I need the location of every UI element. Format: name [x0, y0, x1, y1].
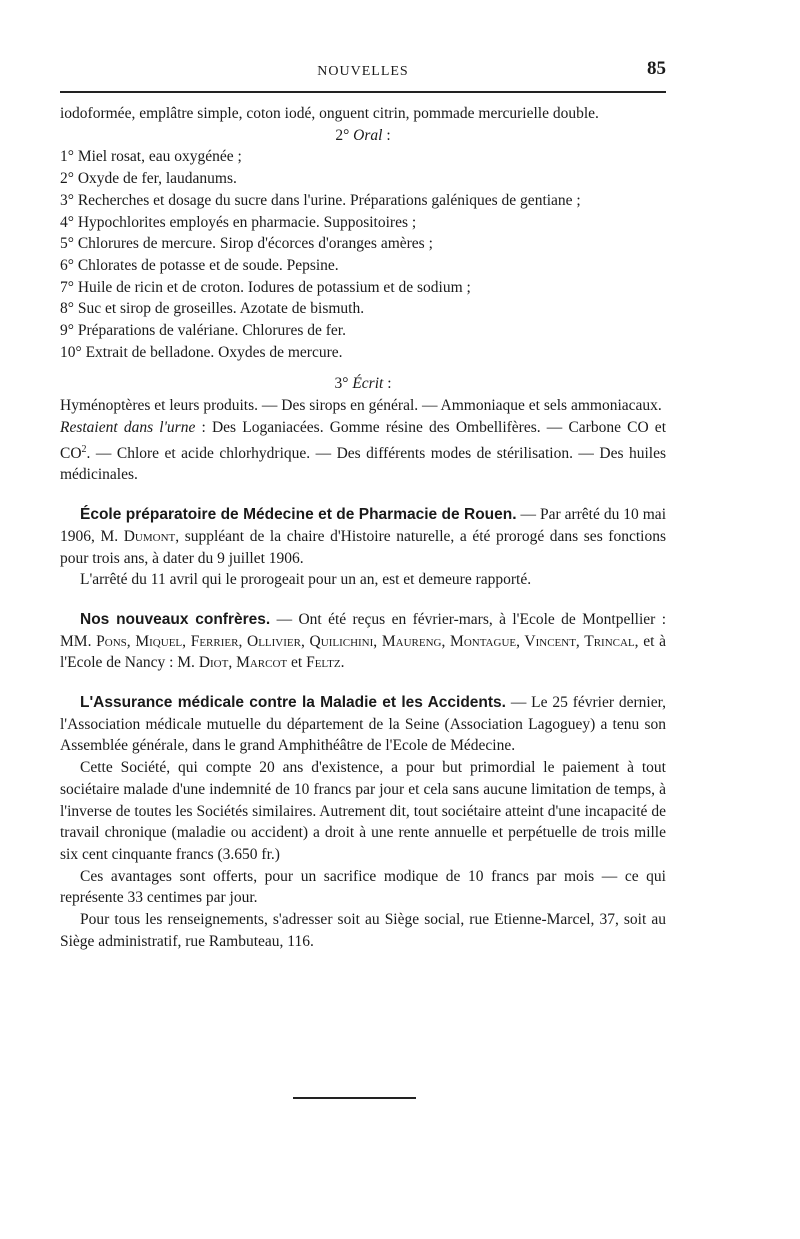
- rouen-name: Dumont: [123, 527, 176, 545]
- confreres-text: — Ont été reçus en février-mars, à l'Ecole de Montpellier : MM.: [60, 610, 666, 650]
- running-head: NOUVELLES: [317, 64, 409, 79]
- restaient-paragraph: [60, 417, 666, 486]
- ecrit-paragraph: Hyménoptères et leurs produits. — Des sirops en général. — Ammoniaque et sels ammoniacaux.: [60, 397, 662, 415]
- confreres-text-3: et: [287, 654, 307, 672]
- ecrit-heading-number: 3°: [334, 375, 349, 393]
- oral-item: 8° Suc et sirop de groseilles. Azotate de bismuth.: [60, 300, 365, 318]
- rouen-text-end: , suppléant de la chaire d'Histoire naturelle, a été prorogé dans ses fonctions pour trois ans, à dater du 9 juillet 1906.: [60, 527, 666, 567]
- rouen-title: École préparatoire de Médecine et de Pharmacie de Rouen.: [80, 506, 517, 524]
- oral-item: 9° Préparations de valériane. Chlorures de fer.: [60, 322, 346, 340]
- ecrit-heading-colon: :: [387, 375, 392, 393]
- page-header: [60, 58, 666, 86]
- oral-item: 3° Recherches et dosage du sucre dans l'urine. Préparations galéniques de gentiane ;: [60, 191, 581, 209]
- journal-page: [60, 0, 666, 1239]
- continuation-paragraph: iodoformée, emplâtre simple, coton iodé, onguent citrin, pommade mercurielle double.: [60, 105, 599, 122]
- restaient-superscript: 2: [81, 443, 87, 455]
- oral-item: 7° Huile de ricin et de croton. Iodures de potassium et de sodium ;: [60, 278, 471, 296]
- rouen-text: — Par arrêté du 10 mai 1906, M.: [60, 506, 666, 545]
- page-body: [60, 103, 666, 952]
- oral-heading-number: 2°: [335, 126, 350, 144]
- confreres-name-last: Feltz: [306, 654, 341, 672]
- oral-heading: [60, 125, 666, 147]
- rouen-paragraph-2: L'arrêté du 11 avril qui le prorogeait pour un an, est et demeure rapporté.: [80, 571, 532, 589]
- ecrit-heading: [60, 373, 666, 395]
- oral-heading-label: Oral: [353, 126, 383, 144]
- oral-item: 5° Chlorures de mercure. Sirop d'écorces d'oranges amères ;: [60, 235, 433, 253]
- header-rule: [60, 91, 666, 93]
- oral-item: 2° Oxyde de fer, laudanums.: [60, 170, 237, 188]
- ecrit-heading-label: Écrit: [352, 375, 384, 393]
- end-rule: [293, 1097, 416, 1099]
- confreres-title: Nos nouveaux confrères.: [80, 610, 271, 628]
- confreres-paragraph: [60, 609, 666, 674]
- confreres-text-2: , et à l'Ecole de Nancy : M.: [60, 632, 666, 672]
- rouen-paragraph: [60, 504, 666, 569]
- assurance-paragraph: [60, 692, 666, 757]
- oral-item: 6° Chlorates de potasse et de soude. Pepsine.: [60, 256, 339, 274]
- assurance-paragraph-3: Ces avantages sont offerts, pour un sacrifice modique de 10 francs par mois — ce qui représente 33 centimes par jour.: [60, 867, 666, 907]
- confreres-names-nancy: Diot, Marcot: [198, 654, 288, 672]
- oral-list: [60, 146, 666, 363]
- oral-item: 4° Hypochlorites employés en pharmacie. Suppositoires ;: [60, 213, 417, 231]
- oral-heading-colon: :: [386, 126, 391, 144]
- confreres-text-4: .: [340, 654, 345, 672]
- oral-item: 10° Extrait de belladone. Oxydes de mercure.: [60, 343, 343, 361]
- restaient-text-end: . — Chlore et acide chlorhydrique. — Des différents modes de stérilisation. — Des huiles médicinales.: [60, 444, 666, 484]
- page-number: 85: [647, 58, 666, 79]
- assurance-paragraph-2: Cette Société, qui compte 20 ans d'existence, a pour but primordial le paiement à tout sociétaire malade d'une indemnité de 10 francs par jour et cela sans aucune limitation de temps, à l'inverse de toutes les Sociétés similaires. Autrement dit, tout sociétaire atteint d'une incapacité de travail chronique (maladie ou accident) a droit à une rente annuelle et perpétuelle de trois mille six cent cinquante francs (3.650 fr.): [60, 759, 666, 863]
- restaient-label: Restaient dans l'urne: [60, 418, 196, 436]
- oral-item: 1° Miel rosat, eau oxygénée ;: [60, 148, 242, 166]
- assurance-paragraph-4: Pour tous les renseignements, s'adresser soit au Siège social, rue Etienne-Marcel, 37, soit au Siège administratif, rue Rambuteau, 116.: [60, 911, 666, 950]
- assurance-title: L'Assurance médicale contre la Maladie et les Accidents.: [80, 694, 506, 712]
- restaient-text: : Des Loganiacées. Gomme résine des Ombellifères. — Carbone CO et CO: [60, 418, 666, 462]
- confreres-names-montpellier: Pons, Miquel, Ferrier, Ollivier, Quilichini, Maureng, Montague, Vincent, Trincal: [96, 632, 635, 650]
- assurance-text: — Le 25 février dernier, l'Association médicale mutuelle du département de la Seine (Association Lagoguey) a tenu son Assemblée générale, dans le grand Amphithéâtre de l'Ecole de Médecine.: [60, 694, 666, 755]
